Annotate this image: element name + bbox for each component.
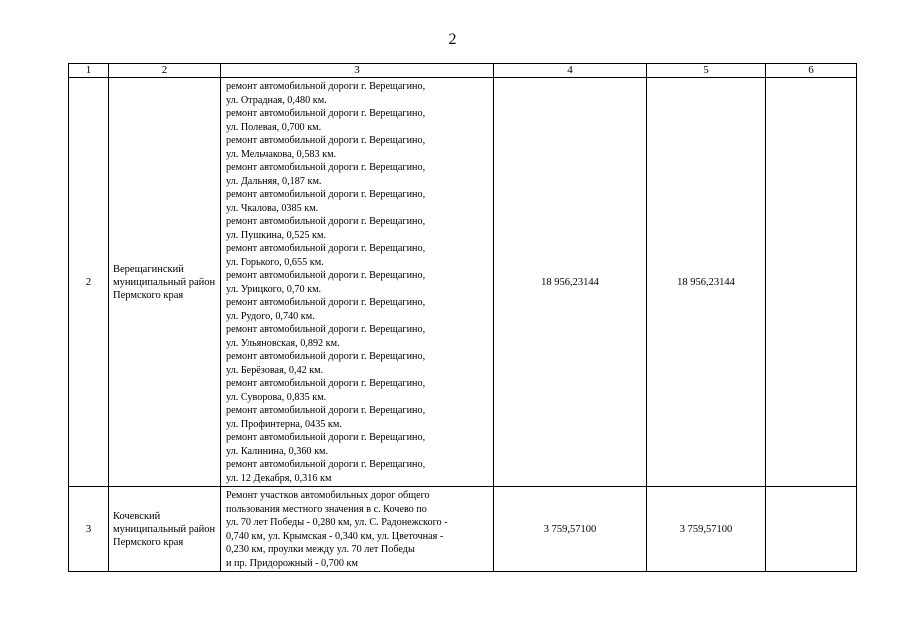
header-row: [69, 64, 857, 78]
works-line: 0,230 км, проулки между ул. 70 лет Победы: [226, 544, 415, 555]
works-line: ремонт автомобильной дороги г. Верещагино,: [226, 81, 426, 92]
row-number: 3: [69, 487, 109, 572]
works-line: ремонт автомобильной дороги г. Верещагино,: [226, 297, 426, 308]
works-line: ул. Ульяновская, 0,892 км.: [226, 337, 340, 349]
works-line: ремонт автомобильной дороги г. Верещагино,: [226, 270, 426, 281]
works-line: ремонт автомобильной дороги г. Верещагино,: [226, 162, 426, 173]
amount-col6: [766, 78, 857, 487]
works-line: ул. Чкалова, 0385 км.: [226, 202, 319, 214]
works-line: ул. Горького, 0,655 км.: [226, 256, 324, 268]
works-line: ул. Суворова, 0,835 км.: [226, 391, 327, 403]
works-line: ул. Рудого, 0,740 км.: [226, 310, 315, 322]
page-number: 2: [448, 31, 457, 48]
district-name: Верещагинский муниципальный район Пермского края: [109, 78, 221, 487]
works-line: и пр. Придорожный - 0,700 км: [226, 557, 358, 569]
works-line: ремонт автомобильной дороги г. Верещагино,: [226, 405, 426, 416]
works-line: ул. Пушкина, 0,525 км.: [226, 229, 326, 241]
works-line: ремонт автомобильной дороги г. Верещагино,: [226, 135, 426, 146]
works-line: ремонт автомобильной дороги г. Верещагино,: [226, 324, 426, 335]
col-header-1: 1: [69, 64, 109, 78]
works-line: Ремонт участков автомобильных дорог общего: [226, 490, 430, 501]
works-line: ул. 12 Декабря, 0,316 км: [226, 472, 332, 484]
works-line: ул. Калинина, 0,360 км.: [226, 445, 329, 457]
works-line: ул. Профинтерна, 0435 км.: [226, 418, 342, 430]
works-line: ремонт автомобильной дороги г. Верещагино,: [226, 189, 426, 200]
works-line: ул. 70 лет Победы - 0,280 км, ул. С. Радонежского -: [226, 517, 448, 528]
data-table: [68, 63, 857, 572]
works-line: ул. Дальняя, 0,187 км.: [226, 175, 322, 187]
col-header-6: 6: [766, 64, 857, 78]
works-line: ремонт автомобильной дороги г. Верещагино,: [226, 108, 426, 119]
col-header-2: 2: [109, 64, 221, 78]
works-line: ремонт автомобильной дороги г. Верещагино,: [226, 243, 426, 254]
amount-col4: 3 759,57100: [494, 487, 647, 572]
table-row: [69, 487, 857, 572]
row-number: 2: [69, 78, 109, 487]
works-line: ремонт автомобильной дороги г. Верещагино,: [226, 432, 426, 443]
works-line: ул. Урицкого, 0,70 км.: [226, 283, 322, 295]
col-header-4: 4: [494, 64, 647, 78]
works-line: ремонт автомобильной дороги г. Верещагино,: [226, 351, 426, 362]
works-line: ремонт автомобильной дороги г. Верещагино,: [226, 216, 426, 227]
works-line: ул. Отрадная, 0,480 км.: [226, 94, 327, 106]
works-line: ул. Полевая, 0,700 км.: [226, 121, 322, 133]
amount-col6: [766, 487, 857, 572]
works-line: ул. Берёзовая, 0,42 км.: [226, 364, 324, 376]
amount-col5: 3 759,57100: [647, 487, 766, 572]
col-header-5: 5: [647, 64, 766, 78]
amount-col4: 18 956,23144: [494, 78, 647, 487]
amount-col5: 18 956,23144: [647, 78, 766, 487]
district-name: Кочевский муниципальный район Пермского края: [109, 487, 221, 572]
table-row: [69, 78, 857, 487]
works-description: [221, 78, 494, 487]
works-line: ремонт автомобильной дороги г. Верещагино,: [226, 459, 426, 470]
works-line: ул. Мельчакова, 0,583 км.: [226, 148, 337, 160]
works-line: 0,740 км, ул. Крымская - 0,340 км, ул. Цветочная -: [226, 530, 444, 542]
works-line: ремонт автомобильной дороги г. Верещагино,: [226, 378, 426, 389]
col-header-3: 3: [221, 64, 494, 78]
works-description: [221, 487, 494, 572]
works-line: пользования местного значения в с. Кочево по: [226, 503, 427, 515]
